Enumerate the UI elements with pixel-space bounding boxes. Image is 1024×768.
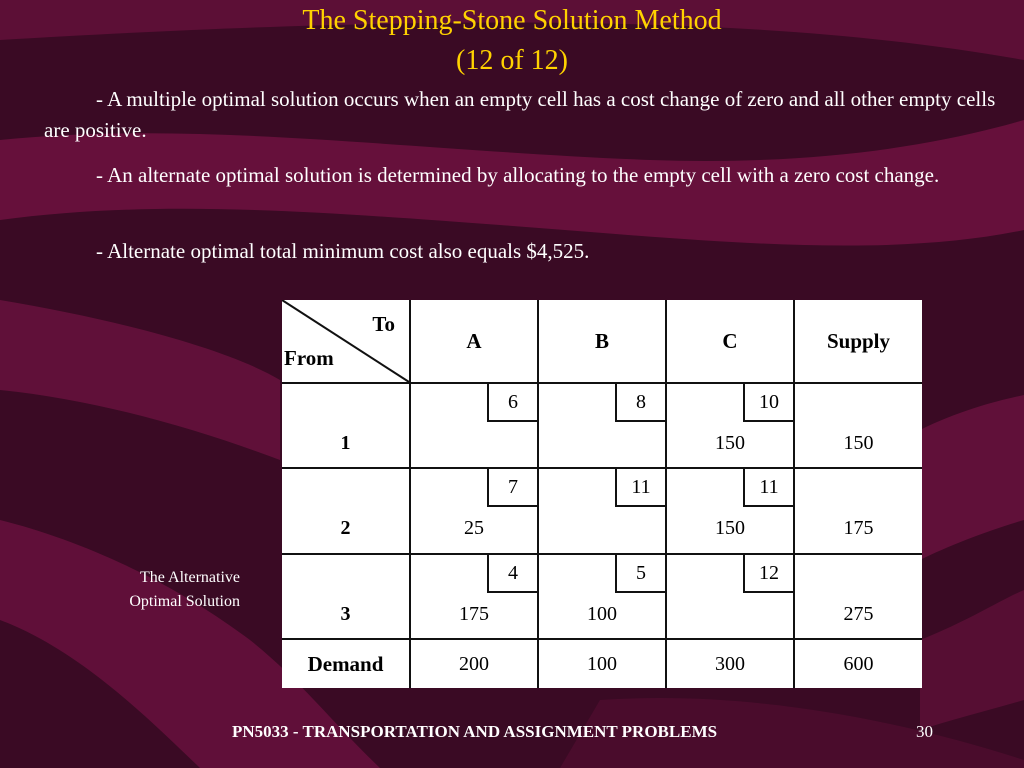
- demand-c: 300: [667, 640, 795, 688]
- cell-1a: [411, 384, 539, 469]
- cell-2a: [411, 469, 539, 555]
- cost-box: 12: [743, 555, 793, 593]
- bullet-alternate-optimal: - An alternate optimal solution is determined by allocating to the empty cell with a zero cost change.: [96, 163, 940, 187]
- bullet-multiple-optimal: - A multiple optimal solution occurs when an empty cell has a cost change of zero and all other empty cells are positive.: [44, 87, 996, 142]
- page-number: 30: [916, 722, 933, 741]
- cost-box: 8: [615, 384, 665, 422]
- row-label-cell: [282, 555, 411, 640]
- corner-to-label: To: [372, 312, 395, 336]
- row-label-cell: [282, 469, 411, 555]
- side-caption-line1: The Alternative: [140, 569, 240, 586]
- cell-1b: [539, 384, 667, 469]
- supply-cell-3: [795, 555, 922, 640]
- row-label: 2: [340, 517, 351, 539]
- slide-subtitle: (12 of 12): [456, 45, 568, 76]
- total-supply-demand: 600: [843, 652, 874, 675]
- cost-box: 7: [487, 469, 537, 507]
- cost-box: 11: [743, 469, 793, 507]
- cell-1c: [667, 384, 795, 469]
- demand-a: 200: [411, 640, 539, 688]
- supply-value: 175: [843, 517, 874, 539]
- cost-box: 11: [615, 469, 665, 507]
- side-caption: [60, 566, 240, 614]
- allocation: 150: [715, 432, 745, 454]
- cost-box: 4: [487, 555, 537, 593]
- footer-text: PN5033 - TRANSPORTATION AND ASSIGNMENT PROBLEMS: [232, 722, 718, 741]
- supply-value: 275: [843, 603, 874, 625]
- supply-cell-1: [795, 384, 922, 469]
- bullet-total-cost: - Alternate optimal total minimum cost also equals $4,525.: [96, 239, 590, 263]
- allocation: 100: [587, 603, 617, 625]
- cost-box: 10: [743, 384, 793, 422]
- row-label: 3: [340, 603, 351, 625]
- demand-label: Demand: [282, 640, 411, 688]
- column-header-c: C: [667, 300, 795, 384]
- cell-2b: [539, 469, 667, 555]
- cell-3b: [539, 555, 667, 640]
- supply-cell-2: [795, 469, 922, 555]
- row-label-cell: [282, 384, 411, 469]
- column-header-a: A: [411, 300, 539, 384]
- cell-2c: [667, 469, 795, 555]
- cell-3c: [667, 555, 795, 640]
- cell-3a: [411, 555, 539, 640]
- column-header-b: B: [539, 300, 667, 384]
- column-header-supply: Supply: [795, 300, 922, 384]
- corner-from-label: From: [284, 346, 334, 370]
- cost-box: 6: [487, 384, 537, 422]
- side-caption-line2: Optimal Solution: [129, 593, 240, 610]
- corner-cell: [282, 300, 411, 384]
- cost-box: 5: [615, 555, 665, 593]
- allocation: 175: [459, 603, 489, 625]
- transportation-table: [282, 300, 922, 688]
- supply-value: 150: [843, 432, 874, 454]
- row-label: 1: [340, 432, 351, 454]
- demand-b: 100: [539, 640, 667, 688]
- slide-title: The Stepping-Stone Solution Method: [302, 5, 722, 36]
- allocation: 25: [464, 517, 484, 539]
- allocation: 150: [715, 517, 745, 539]
